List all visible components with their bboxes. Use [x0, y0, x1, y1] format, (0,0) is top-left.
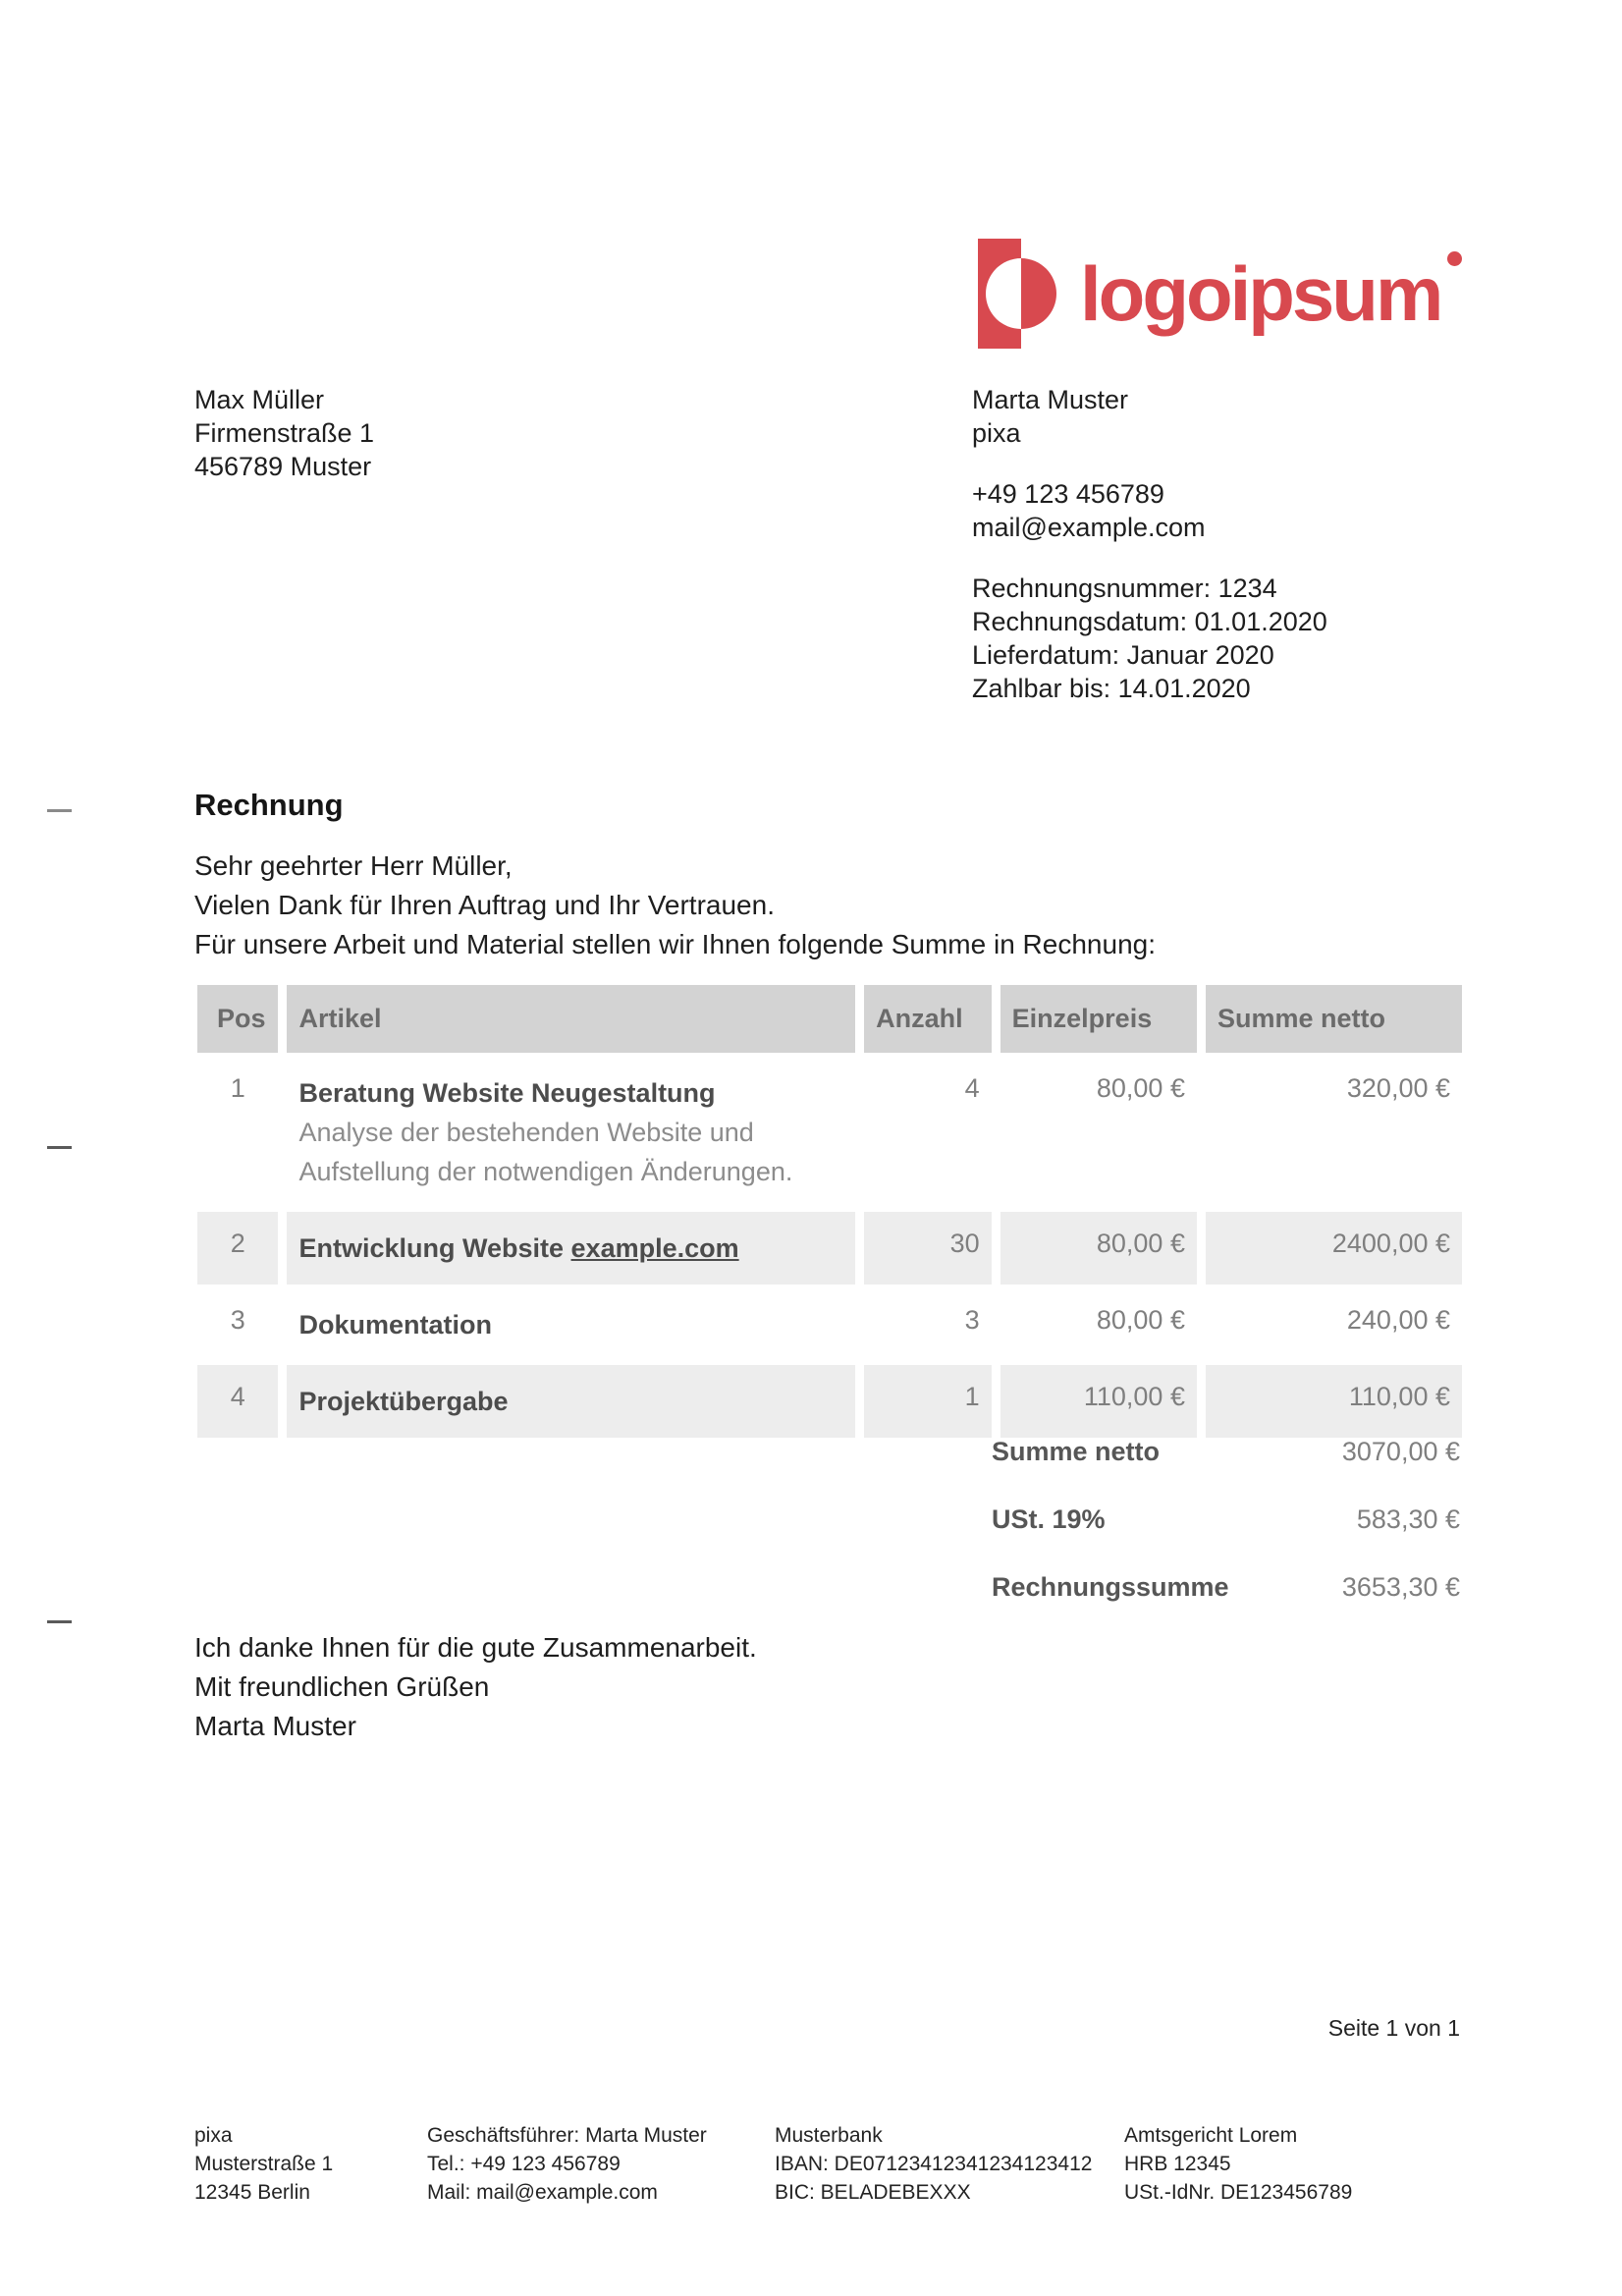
- intro-line-3: Für unsere Arbeit und Material stellen wir Ihnen folgende Summe in Rechnung:: [194, 929, 1156, 959]
- table-row: [197, 1057, 1462, 1208]
- recipient-name: Max Müller: [194, 385, 325, 414]
- footer-line: Tel.: +49 123 456789: [427, 2153, 621, 2175]
- fold-mark: [47, 1620, 72, 1623]
- item-unit-price: 80,00 €: [1000, 1212, 1197, 1285]
- footer-line: Amtsgericht Lorem: [1124, 2124, 1298, 2147]
- totals-row-net: [992, 1436, 1460, 1467]
- totals-value: 583,30 €: [1356, 1504, 1460, 1534]
- logo-mark-icon: [978, 239, 1056, 349]
- totals-row-vat: [992, 1503, 1460, 1535]
- sender-phone: +49 123 456789: [972, 479, 1164, 509]
- item-title: [298, 1229, 843, 1268]
- item-unit-price: 80,00 €: [1096, 1305, 1185, 1335]
- sender-email: mail@example.com: [972, 513, 1206, 542]
- item-description-line: Aufstellung der notwendigen Änderungen.: [298, 1157, 793, 1186]
- item-link[interactable]: example.com: [570, 1233, 739, 1263]
- item-pos: 3: [230, 1305, 245, 1335]
- logo-circle-right-half: [1021, 258, 1056, 329]
- totals-row-grand: [992, 1571, 1460, 1603]
- totals-label: Summe netto: [992, 1437, 1161, 1466]
- closing-line-1: Ich danke Ihnen für die gute Zusammenarbeit.: [194, 1632, 757, 1663]
- item-pos: 2: [197, 1212, 278, 1285]
- item-pos: 1: [230, 1073, 245, 1103]
- sender-contact: [972, 477, 1327, 544]
- footer-bank-details: [775, 2121, 1118, 2207]
- totals-label: Rechnungssumme: [992, 1572, 1229, 1602]
- sender-name: Marta Muster: [972, 385, 1129, 414]
- footer-line: 12345 Berlin: [194, 2181, 310, 2204]
- table-row: [197, 1212, 1462, 1285]
- totals-label: USt. 19%: [992, 1504, 1106, 1534]
- footer-legal: [1124, 2121, 1463, 2207]
- salutation: Sehr geehrter Herr Müller,: [194, 850, 513, 881]
- item-unit-price: 80,00 €: [1096, 1073, 1185, 1103]
- footer-line: Geschäftsführer: Marta Muster: [427, 2124, 707, 2147]
- item-pos: 4: [197, 1365, 278, 1438]
- signature-name: Marta Muster: [194, 1711, 356, 1741]
- logo-brand-text: logoipsum: [1080, 250, 1441, 337]
- invoice-date: Rechnungsdatum: 01.01.2020: [972, 607, 1327, 636]
- footer-line: Musterstraße 1: [194, 2153, 334, 2175]
- header-qty: Anzahl: [864, 985, 991, 1053]
- footer-line: USt.-IdNr. DE123456789: [1124, 2181, 1353, 2204]
- item-title: Dokumentation: [298, 1310, 492, 1339]
- header-unit-price: Einzelpreis: [1000, 985, 1197, 1053]
- sender-block: [972, 383, 1327, 705]
- item-unit-price: 110,00 €: [1000, 1365, 1197, 1438]
- item-article: [287, 1057, 855, 1208]
- footer-company-address: [194, 2121, 420, 2207]
- logo-dot-icon: [1447, 251, 1462, 266]
- totals-value: 3653,30 €: [1341, 1572, 1460, 1602]
- item-total: 320,00 €: [1346, 1073, 1450, 1103]
- sender-company: pixa: [972, 418, 1021, 448]
- header-net-sum: Summe netto: [1206, 985, 1462, 1053]
- item-total: 2400,00 €: [1206, 1212, 1462, 1285]
- item-qty: 1: [864, 1365, 991, 1438]
- item-article: [287, 1365, 855, 1438]
- footer-line: pixa: [194, 2124, 233, 2147]
- item-total: 240,00 €: [1346, 1305, 1450, 1335]
- logo: [978, 239, 1440, 349]
- item-qty: 3: [964, 1305, 980, 1335]
- closing-paragraph: [194, 1628, 757, 1746]
- footer-line: BIC: BELADEBEXXX: [775, 2181, 971, 2204]
- intro-paragraph: [194, 847, 1156, 964]
- table-header-row: [197, 985, 1462, 1053]
- footer-line: Musterbank: [775, 2124, 883, 2147]
- item-title: Projektübergabe: [298, 1387, 509, 1416]
- item-total: 110,00 €: [1206, 1365, 1462, 1438]
- totals-section: [992, 1436, 1460, 1639]
- page-indicator: Seite 1 von 1: [1327, 2015, 1460, 2041]
- recipient-street: Firmenstraße 1: [194, 418, 375, 448]
- header-pos: Pos: [197, 985, 278, 1053]
- sender-identity: [972, 383, 1327, 450]
- logo-wordmark: [1080, 250, 1441, 337]
- item-description-line: Analyse der bestehenden Website und: [298, 1118, 754, 1147]
- item-article: [287, 1288, 855, 1361]
- footer-line: HRB 12345: [1124, 2153, 1231, 2175]
- footer-line: Mail: mail@example.com: [427, 2181, 658, 2204]
- fold-mark: [47, 809, 72, 812]
- item-article: [287, 1212, 855, 1285]
- line-items-table: [189, 981, 1471, 1442]
- fold-mark: [47, 1146, 72, 1149]
- table-row: [197, 1365, 1462, 1438]
- invoice-number: Rechnungsnummer: 1234: [972, 574, 1277, 603]
- recipient-city: 456789 Muster: [194, 452, 372, 481]
- delivery-date: Lieferdatum: Januar 2020: [972, 640, 1274, 670]
- due-date: Zahlbar bis: 14.01.2020: [972, 674, 1251, 703]
- footer-line: IBAN: DE07123412341234123412: [775, 2153, 1093, 2175]
- intro-line-2: Vielen Dank für Ihren Auftrag und Ihr Vertrauen.: [194, 890, 775, 920]
- item-title-text: Entwicklung Website: [298, 1233, 571, 1263]
- header-article: Artikel: [287, 985, 855, 1053]
- invoice-meta: [972, 572, 1327, 705]
- recipient-address: [194, 383, 374, 483]
- footer-contact: [427, 2121, 766, 2207]
- item-title: Beratung Website Neugestaltung: [298, 1078, 716, 1108]
- totals-value: 3070,00 €: [1341, 1437, 1460, 1466]
- item-qty: 4: [964, 1073, 980, 1103]
- closing-line-2: Mit freundlichen Grüßen: [194, 1671, 490, 1702]
- page-title: Rechnung: [194, 788, 344, 822]
- item-qty: 30: [864, 1212, 991, 1285]
- table-row: [197, 1288, 1462, 1361]
